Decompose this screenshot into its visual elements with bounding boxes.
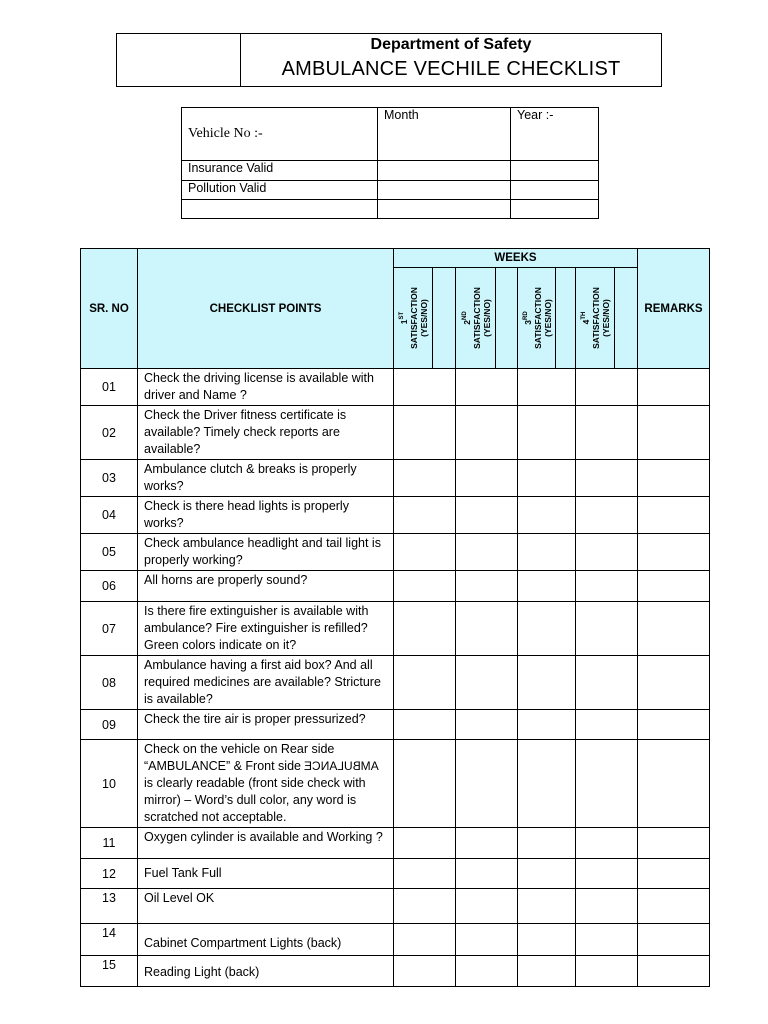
department-name: Department of Safety	[370, 36, 532, 53]
row-point: Is there fire extinguisher is available with ambulance? Fire extinguisher is refilled? Green colors indicate on it?	[138, 602, 394, 656]
week-2-cell[interactable]	[456, 924, 518, 956]
row-sr: 12	[81, 859, 138, 889]
week-1-cell[interactable]	[394, 497, 456, 534]
page-title: AMBULANCE VECHILE CHECKLIST	[281, 58, 621, 80]
week-3-cell[interactable]	[518, 889, 576, 924]
week-1-cell[interactable]	[394, 828, 456, 859]
week-4-cell[interactable]	[576, 534, 638, 571]
week-4-cell[interactable]	[576, 571, 638, 602]
row-point: Check on the vehicle on Rear side “AMBULANCE” & Front side AMBULANCE is clearly readable (front side check with mirror) – Word’s dull color, any word is scratched not acceptable.	[138, 740, 394, 828]
table-row	[81, 889, 710, 924]
row-sr: 06	[81, 571, 138, 602]
remarks-cell[interactable]	[638, 859, 710, 889]
logo-placeholder	[117, 34, 241, 86]
week-3-cell[interactable]	[518, 460, 576, 497]
remarks-cell[interactable]	[638, 956, 710, 987]
pollution-month-cell[interactable]	[378, 181, 511, 200]
week-3-cell[interactable]	[518, 571, 576, 602]
week-2-cell[interactable]	[456, 956, 518, 987]
remarks-cell[interactable]	[638, 534, 710, 571]
pollution-label: Pollution Valid	[188, 181, 267, 195]
week-2-cell[interactable]	[456, 571, 518, 602]
week-1-header: 1ST SATISFACTION (YES/NO)	[394, 268, 433, 369]
vehicle-info-table	[181, 107, 599, 219]
col-checklist-points: CHECKLIST POINTS	[138, 249, 394, 369]
table-row	[81, 406, 710, 460]
week-2-cell[interactable]	[456, 740, 518, 828]
week-3-cell[interactable]	[518, 859, 576, 889]
week-1-cell[interactable]	[394, 924, 456, 956]
week-4-cell[interactable]	[576, 656, 638, 710]
week-1-cell[interactable]	[394, 740, 456, 828]
checklist-body	[81, 369, 710, 987]
row-point: Cabinet Compartment Lights (back)	[138, 924, 394, 956]
week-2-cell[interactable]	[456, 534, 518, 571]
week-4-cell[interactable]	[576, 859, 638, 889]
week-4-header: 4TH SATISFACTION (YES/NO)	[576, 268, 615, 369]
row-sr: 13	[81, 889, 138, 924]
row-point: Ambulance having a first aid box? And all required medicines are available? Stricture is available?	[138, 656, 394, 710]
table-row	[81, 602, 710, 656]
week-3-cell[interactable]	[518, 740, 576, 828]
row-point: All horns are properly sound?	[138, 571, 394, 602]
week-1-cell[interactable]	[394, 460, 456, 497]
col-remarks: REMARKS	[638, 249, 710, 369]
remarks-cell[interactable]	[638, 889, 710, 924]
row-point: Reading Light (back)	[138, 956, 394, 987]
week-3-cell[interactable]	[518, 602, 576, 656]
extra-label-cell[interactable]	[182, 200, 378, 219]
table-row	[81, 656, 710, 710]
week-1-cell[interactable]	[394, 859, 456, 889]
year-label: Year :-	[517, 108, 554, 122]
remarks-cell[interactable]	[638, 571, 710, 602]
week-4-cell[interactable]	[576, 460, 638, 497]
week-3-cell[interactable]	[518, 406, 576, 460]
week-3-cell[interactable]	[518, 534, 576, 571]
row-sr: 09	[81, 710, 138, 740]
week-2-cell[interactable]	[456, 460, 518, 497]
remarks-cell[interactable]	[638, 828, 710, 859]
col-sr-no: SR. NO	[81, 249, 138, 369]
row-sr: 11	[81, 828, 138, 859]
row-sr: 07	[81, 602, 138, 656]
week-1-cell[interactable]	[394, 534, 456, 571]
row-point: Oxygen cylinder is available and Working ?	[138, 828, 394, 859]
week-1-cell[interactable]	[394, 406, 456, 460]
week-1-cell[interactable]	[394, 602, 456, 656]
week-4-cell[interactable]	[576, 740, 638, 828]
table-row	[81, 828, 710, 859]
row-sr: 02	[81, 406, 138, 460]
row-point: Oil Level OK	[138, 889, 394, 924]
remarks-cell[interactable]	[638, 740, 710, 828]
week-2-cell[interactable]	[456, 859, 518, 889]
pollution-label-cell	[182, 181, 378, 200]
week-4-cell[interactable]	[576, 710, 638, 740]
week-4-cell[interactable]	[576, 956, 638, 987]
week-2-cell[interactable]	[456, 828, 518, 859]
table-row	[81, 571, 710, 602]
week-4-cell[interactable]	[576, 828, 638, 859]
remarks-cell[interactable]	[638, 369, 710, 406]
checklist-table	[80, 248, 710, 987]
table-row	[81, 740, 710, 828]
table-row	[81, 460, 710, 497]
week-2-blank	[496, 268, 518, 369]
week-3-cell[interactable]	[518, 828, 576, 859]
week-1-cell[interactable]	[394, 889, 456, 924]
row-sr: 03	[81, 460, 138, 497]
week-2-cell[interactable]	[456, 497, 518, 534]
week-1-cell[interactable]	[394, 369, 456, 406]
table-row	[81, 859, 710, 889]
week-2-cell[interactable]	[456, 710, 518, 740]
week-3-cell[interactable]	[518, 497, 576, 534]
insurance-label-cell	[182, 161, 378, 181]
week-4-cell[interactable]	[576, 369, 638, 406]
week-1-cell[interactable]	[394, 656, 456, 710]
row-sr: 14	[81, 924, 138, 956]
row-point: Ambulance clutch & breaks is properly works?	[138, 460, 394, 497]
row-sr: 15	[81, 956, 138, 987]
row-sr: 04	[81, 497, 138, 534]
row-point: Fuel Tank Full	[138, 859, 394, 889]
week-1-cell[interactable]	[394, 956, 456, 987]
month-cell[interactable]	[378, 108, 511, 161]
row-point: Check the driving license is available with driver and Name ?	[138, 369, 394, 406]
header-box	[116, 33, 662, 87]
insurance-month-cell[interactable]	[378, 161, 511, 181]
week-2-header: 2ND SATISFACTION (YES/NO)	[456, 268, 496, 369]
week-2-cell[interactable]	[456, 656, 518, 710]
week-3-cell[interactable]	[518, 369, 576, 406]
week-3-header: 3RD SATISFACTION (YES/NO)	[518, 268, 556, 369]
row-point: Check the tire air is proper pressurized?	[138, 710, 394, 740]
week-2-cell[interactable]	[456, 406, 518, 460]
table-row	[81, 369, 710, 406]
week-1-cell[interactable]	[394, 571, 456, 602]
remarks-cell[interactable]	[638, 460, 710, 497]
insurance-year-cell[interactable]	[511, 161, 599, 181]
table-row	[81, 497, 710, 534]
month-label: Month	[384, 108, 419, 122]
week-4-cell[interactable]	[576, 497, 638, 534]
week-3-cell[interactable]	[518, 924, 576, 956]
week-4-cell[interactable]	[576, 602, 638, 656]
remarks-cell[interactable]	[638, 497, 710, 534]
remarks-cell[interactable]	[638, 602, 710, 656]
insurance-label: Insurance Valid	[188, 161, 274, 175]
remarks-cell[interactable]	[638, 656, 710, 710]
table-row	[81, 924, 710, 956]
year-cell[interactable]	[511, 108, 599, 161]
row-point: Check is there head lights is properly works?	[138, 497, 394, 534]
week-3-cell[interactable]	[518, 956, 576, 987]
extra-month-cell[interactable]	[378, 200, 511, 219]
remarks-cell[interactable]	[638, 924, 710, 956]
week-4-cell[interactable]	[576, 924, 638, 956]
remarks-cell[interactable]	[638, 710, 710, 740]
extra-year-cell[interactable]	[511, 200, 599, 219]
week-4-cell[interactable]	[576, 889, 638, 924]
mirrored-ambulance-text: AMBULANCE	[304, 759, 380, 773]
table-row	[81, 534, 710, 571]
week-4-blank	[615, 268, 638, 369]
row-sr: 05	[81, 534, 138, 571]
row-point: Check the Driver fitness certificate is available? Timely check reports are available?	[138, 406, 394, 460]
week-2-cell[interactable]	[456, 602, 518, 656]
week-2-cell[interactable]	[456, 889, 518, 924]
week-3-cell[interactable]	[518, 710, 576, 740]
row-point: Check ambulance headlight and tail light is properly working?	[138, 534, 394, 571]
row-sr: 10	[81, 740, 138, 828]
row-sr: 01	[81, 369, 138, 406]
pollution-year-cell[interactable]	[511, 181, 599, 200]
vehicle-no-cell[interactable]	[182, 108, 378, 161]
col-weeks: WEEKS	[394, 249, 638, 268]
week-2-cell[interactable]	[456, 369, 518, 406]
table-row	[81, 710, 710, 740]
table-row	[81, 956, 710, 987]
week-3-blank	[556, 268, 576, 369]
remarks-cell[interactable]	[638, 406, 710, 460]
week-4-cell[interactable]	[576, 406, 638, 460]
row-sr: 08	[81, 656, 138, 710]
week-3-cell[interactable]	[518, 656, 576, 710]
vehicle-no-label: Vehicle No :-	[188, 126, 263, 141]
week-1-blank	[433, 268, 456, 369]
week-1-cell[interactable]	[394, 710, 456, 740]
